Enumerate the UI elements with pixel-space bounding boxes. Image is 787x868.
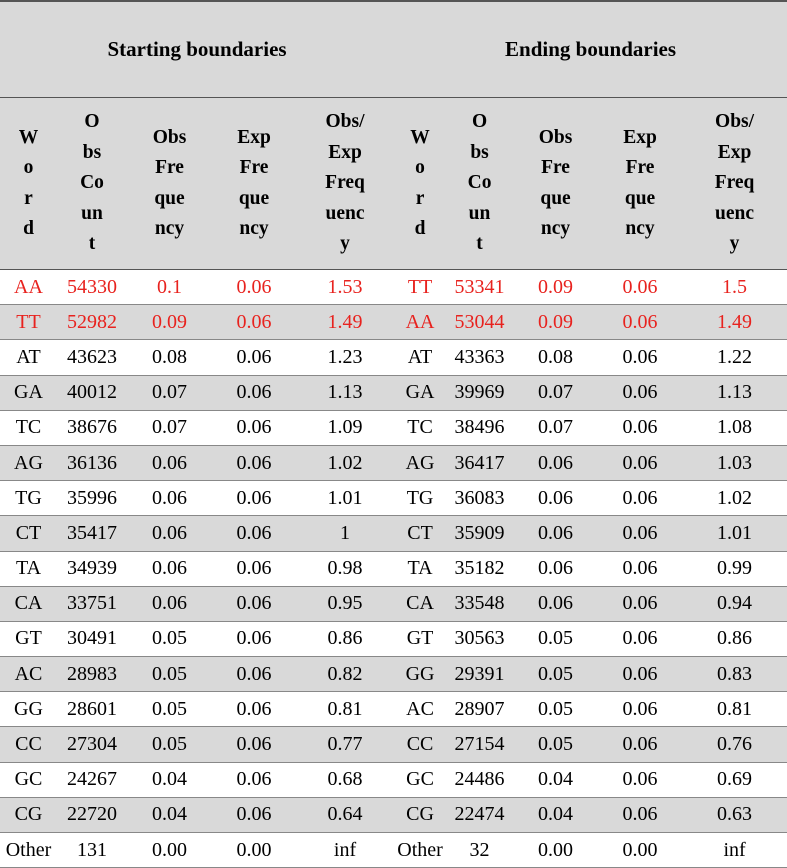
cell-end-word: GC — [394, 762, 446, 797]
cell-start-word: CA — [0, 586, 57, 621]
cell-end-word: GT — [394, 621, 446, 656]
table-row — [0, 797, 787, 832]
column-header-line: Fre — [625, 157, 655, 179]
cell-end-exp-frequency: 0.06 — [598, 516, 682, 551]
cell-end-obs-count: 53044 — [446, 305, 513, 340]
column-header-line: que — [238, 187, 270, 209]
cell-start-exp-frequency: 0.06 — [212, 657, 296, 692]
column-header-line: O — [84, 111, 100, 133]
column-header-start-obs-frequency — [127, 98, 212, 270]
cell-end-obs-frequency: 0.04 — [513, 762, 598, 797]
cell-start-obs-frequency: 0.08 — [127, 340, 212, 375]
cell-start-obs-count: 28983 — [57, 657, 127, 692]
table-row — [0, 516, 787, 551]
cell-start-word: TT — [0, 305, 57, 340]
column-header-line: que — [540, 187, 571, 209]
cell-end-word: AT — [394, 340, 446, 375]
cell-end-word: CC — [394, 727, 446, 762]
cell-start-obs-frequency: 0.06 — [127, 481, 212, 516]
column-header-line: Exp — [328, 141, 362, 163]
cell-start-word: AA — [0, 270, 57, 305]
cell-end-obs-frequency: 0.05 — [513, 727, 598, 762]
column-header-line: uenc — [715, 202, 755, 224]
column-header-line: Obs/ — [325, 111, 365, 133]
cell-start-obs-frequency: 0.1 — [127, 270, 212, 305]
cell-start-obs-count: 36136 — [57, 445, 127, 480]
column-header-line: o — [23, 157, 34, 179]
column-header-line: Fre — [239, 157, 269, 179]
table-row — [0, 340, 787, 375]
table-row — [0, 762, 787, 797]
cell-end-obs-exp-frequency: 1.22 — [682, 340, 787, 375]
table-row — [0, 692, 787, 727]
cell-end-obs-count: 53341 — [446, 270, 513, 305]
cell-end-obs-exp-frequency: 1.01 — [682, 516, 787, 551]
cell-end-word: AA — [394, 305, 446, 340]
cell-end-obs-exp-frequency: 1.5 — [682, 270, 787, 305]
cell-end-exp-frequency: 0.06 — [598, 727, 682, 762]
cell-end-obs-frequency: 0.08 — [513, 340, 598, 375]
cell-end-obs-count: 39969 — [446, 375, 513, 410]
cell-end-obs-exp-frequency: 1.03 — [682, 445, 787, 480]
table-row — [0, 410, 787, 445]
cell-end-obs-exp-frequency: 1.49 — [682, 305, 787, 340]
cell-start-word: GA — [0, 375, 57, 410]
cell-end-obs-frequency: 0.00 — [513, 833, 598, 868]
cell-start-exp-frequency: 0.06 — [212, 270, 296, 305]
cell-end-obs-count: 32 — [446, 833, 513, 868]
cell-end-obs-exp-frequency: 0.99 — [682, 551, 787, 586]
column-header-line: t — [476, 233, 483, 255]
cell-end-obs-frequency: 0.05 — [513, 621, 598, 656]
cell-end-word: TA — [394, 551, 446, 586]
cell-end-obs-exp-frequency: 0.81 — [682, 692, 787, 727]
cell-end-obs-count: 43363 — [446, 340, 513, 375]
column-header-start-obs-exp-frequency — [296, 98, 394, 270]
table-row — [0, 551, 787, 586]
column-header-line: Co — [467, 172, 492, 194]
cell-end-obs-count: 36417 — [446, 445, 513, 480]
cell-start-obs-count: 131 — [57, 833, 127, 868]
cell-start-word: GC — [0, 762, 57, 797]
cell-start-obs-exp-frequency: 1.23 — [296, 340, 394, 375]
cell-end-word: TG — [394, 481, 446, 516]
cell-start-exp-frequency: 0.06 — [212, 340, 296, 375]
cell-start-obs-frequency: 0.00 — [127, 833, 212, 868]
cell-end-word: CT — [394, 516, 446, 551]
column-header-row — [0, 98, 787, 270]
column-header-line: Co — [80, 172, 104, 194]
cell-start-word: AG — [0, 445, 57, 480]
cell-start-obs-count: 35417 — [57, 516, 127, 551]
column-header-line: W — [18, 126, 39, 148]
group-header-row — [0, 1, 787, 98]
cell-start-obs-exp-frequency: 0.77 — [296, 727, 394, 762]
cell-start-word: Other — [0, 833, 57, 868]
column-header-line: Fre — [541, 157, 570, 179]
cell-end-obs-exp-frequency: 1.08 — [682, 410, 787, 445]
starting-boundaries-header: Starting boundaries — [0, 1, 394, 98]
cell-end-exp-frequency: 0.00 — [598, 833, 682, 868]
column-header-line: ncy — [239, 217, 269, 239]
cell-start-obs-frequency: 0.09 — [127, 305, 212, 340]
cell-start-exp-frequency: 0.06 — [212, 551, 296, 586]
cell-start-word: CC — [0, 727, 57, 762]
column-header-line: W — [410, 126, 430, 148]
cell-start-exp-frequency: 0.00 — [212, 833, 296, 868]
cell-end-obs-frequency: 0.04 — [513, 797, 598, 832]
cell-start-obs-frequency: 0.05 — [127, 727, 212, 762]
cell-start-word: TC — [0, 410, 57, 445]
cell-end-word: AC — [394, 692, 446, 727]
cell-start-exp-frequency: 0.06 — [212, 621, 296, 656]
column-header-start-exp-frequency — [212, 98, 296, 270]
cell-end-exp-frequency: 0.06 — [598, 445, 682, 480]
cell-end-exp-frequency: 0.06 — [598, 270, 682, 305]
column-header-line: Freq — [714, 172, 755, 194]
cell-end-obs-count: 33548 — [446, 586, 513, 621]
cell-start-exp-frequency: 0.06 — [212, 410, 296, 445]
column-header-line: r — [415, 187, 425, 209]
cell-end-obs-frequency: 0.06 — [513, 516, 598, 551]
cell-end-obs-count: 35182 — [446, 551, 513, 586]
column-header-line: d — [414, 217, 426, 239]
cell-end-exp-frequency: 0.06 — [598, 551, 682, 586]
cell-start-word: AC — [0, 657, 57, 692]
table-row — [0, 481, 787, 516]
cell-end-obs-exp-frequency: 0.83 — [682, 657, 787, 692]
cell-end-exp-frequency: 0.06 — [598, 657, 682, 692]
cell-start-word: CG — [0, 797, 57, 832]
cell-start-obs-frequency: 0.05 — [127, 621, 212, 656]
cell-start-obs-frequency: 0.07 — [127, 375, 212, 410]
table-row — [0, 727, 787, 762]
cell-end-obs-frequency: 0.09 — [513, 305, 598, 340]
cell-end-exp-frequency: 0.06 — [598, 621, 682, 656]
cell-end-exp-frequency: 0.06 — [598, 375, 682, 410]
column-header-line: Exp — [623, 126, 657, 148]
table-row — [0, 657, 787, 692]
column-header-line: t — [88, 233, 96, 255]
cell-start-obs-exp-frequency: 1.53 — [296, 270, 394, 305]
cell-end-exp-frequency: 0.06 — [598, 586, 682, 621]
cell-start-word: TG — [0, 481, 57, 516]
table-row — [0, 270, 787, 305]
cell-end-obs-count: 38496 — [446, 410, 513, 445]
cell-start-obs-count: 24267 — [57, 762, 127, 797]
column-header-line: Exp — [237, 126, 271, 148]
column-header-end-exp-frequency — [598, 98, 682, 270]
column-header-end-word — [394, 98, 446, 270]
column-header-end-obs-frequency — [513, 98, 598, 270]
cell-start-obs-exp-frequency: 0.81 — [296, 692, 394, 727]
column-header-line: bs — [82, 141, 102, 163]
column-header-line: Fre — [155, 157, 184, 179]
cell-start-word: AT — [0, 340, 57, 375]
column-header-line: ncy — [154, 217, 185, 239]
cell-end-obs-frequency: 0.06 — [513, 481, 598, 516]
cell-end-obs-count: 24486 — [446, 762, 513, 797]
table-row — [0, 621, 787, 656]
column-header-line: Obs — [538, 126, 573, 148]
cell-start-exp-frequency: 0.06 — [212, 586, 296, 621]
cell-start-obs-exp-frequency: 1 — [296, 516, 394, 551]
cell-start-obs-count: 40012 — [57, 375, 127, 410]
column-header-line: uenc — [325, 202, 365, 224]
cell-start-obs-exp-frequency: 0.98 — [296, 551, 394, 586]
cell-end-obs-exp-frequency: 0.76 — [682, 727, 787, 762]
cell-end-obs-frequency: 0.05 — [513, 692, 598, 727]
cell-end-word: GA — [394, 375, 446, 410]
cell-start-exp-frequency: 0.06 — [212, 797, 296, 832]
cell-end-word: Other — [394, 833, 446, 868]
column-header-line: que — [624, 187, 656, 209]
cell-start-obs-count: 54330 — [57, 270, 127, 305]
cell-end-exp-frequency: 0.06 — [598, 481, 682, 516]
cell-start-obs-count: 34939 — [57, 551, 127, 586]
cell-end-obs-exp-frequency: 0.86 — [682, 621, 787, 656]
cell-end-obs-count: 36083 — [446, 481, 513, 516]
column-header-line: d — [23, 217, 34, 239]
column-header-line: Obs — [152, 126, 187, 148]
cell-start-word: TA — [0, 551, 57, 586]
ending-boundaries-header: Ending boundaries — [394, 1, 787, 98]
cell-start-obs-exp-frequency: 1.13 — [296, 375, 394, 410]
column-header-line: ncy — [540, 217, 571, 239]
cell-start-obs-exp-frequency: 0.86 — [296, 621, 394, 656]
cell-start-obs-frequency: 0.06 — [127, 445, 212, 480]
cell-start-exp-frequency: 0.06 — [212, 375, 296, 410]
cell-end-obs-count: 27154 — [446, 727, 513, 762]
column-header-line: y — [340, 233, 350, 255]
column-header-start-word — [0, 98, 57, 270]
cell-start-obs-frequency: 0.04 — [127, 762, 212, 797]
cell-end-exp-frequency: 0.06 — [598, 340, 682, 375]
cell-end-word: CG — [394, 797, 446, 832]
column-header-line: un — [468, 202, 491, 224]
cell-end-obs-exp-frequency: 1.13 — [682, 375, 787, 410]
cell-end-word: AG — [394, 445, 446, 480]
cell-end-exp-frequency: 0.06 — [598, 762, 682, 797]
cell-end-obs-frequency: 0.06 — [513, 551, 598, 586]
column-header-line: Freq — [325, 172, 365, 194]
cell-start-obs-exp-frequency: 0.64 — [296, 797, 394, 832]
cell-start-word: CT — [0, 516, 57, 551]
cell-start-obs-count: 43623 — [57, 340, 127, 375]
column-header-end-obs-exp-frequency — [682, 98, 787, 270]
cell-start-obs-exp-frequency: inf — [296, 833, 394, 868]
cell-start-obs-frequency: 0.06 — [127, 516, 212, 551]
cell-end-word: TT — [394, 270, 446, 305]
cell-start-exp-frequency: 0.06 — [212, 762, 296, 797]
table-row — [0, 375, 787, 410]
cell-start-obs-exp-frequency: 0.68 — [296, 762, 394, 797]
cell-start-obs-count: 27304 — [57, 727, 127, 762]
cell-start-exp-frequency: 0.06 — [212, 305, 296, 340]
cell-start-obs-count: 38676 — [57, 410, 127, 445]
cell-start-obs-count: 28601 — [57, 692, 127, 727]
cell-start-obs-exp-frequency: 1.02 — [296, 445, 394, 480]
cell-end-obs-exp-frequency: 0.69 — [682, 762, 787, 797]
table-row — [0, 586, 787, 621]
cell-start-obs-frequency: 0.06 — [127, 586, 212, 621]
cell-start-obs-count: 35996 — [57, 481, 127, 516]
cell-start-obs-exp-frequency: 1.09 — [296, 410, 394, 445]
cell-end-obs-frequency: 0.05 — [513, 657, 598, 692]
cell-end-exp-frequency: 0.06 — [598, 305, 682, 340]
table-row — [0, 833, 787, 868]
cell-end-obs-exp-frequency: 0.63 — [682, 797, 787, 832]
cell-start-obs-frequency: 0.04 — [127, 797, 212, 832]
column-header-end-obs-count — [446, 98, 513, 270]
column-header-line: Obs/ — [715, 111, 755, 133]
column-header-line: Exp — [717, 141, 752, 163]
cell-start-obs-frequency: 0.05 — [127, 692, 212, 727]
cell-start-exp-frequency: 0.06 — [212, 481, 296, 516]
cell-end-obs-count: 22474 — [446, 797, 513, 832]
cell-start-exp-frequency: 0.06 — [212, 692, 296, 727]
cell-end-exp-frequency: 0.06 — [598, 797, 682, 832]
cell-end-obs-frequency: 0.09 — [513, 270, 598, 305]
table-body — [0, 270, 787, 868]
column-header-line: r — [24, 187, 33, 209]
cell-end-exp-frequency: 0.06 — [598, 410, 682, 445]
cell-end-word: TC — [394, 410, 446, 445]
cell-start-obs-frequency: 0.06 — [127, 551, 212, 586]
cell-end-word: CA — [394, 586, 446, 621]
cell-end-obs-frequency: 0.07 — [513, 375, 598, 410]
cell-end-obs-frequency: 0.06 — [513, 445, 598, 480]
cell-end-obs-frequency: 0.07 — [513, 410, 598, 445]
table-row — [0, 305, 787, 340]
column-header-line: bs — [470, 141, 489, 163]
cell-start-obs-count: 22720 — [57, 797, 127, 832]
cell-start-obs-exp-frequency: 0.95 — [296, 586, 394, 621]
column-header-line: ncy — [625, 217, 655, 239]
cell-end-obs-count: 28907 — [446, 692, 513, 727]
table-row — [0, 445, 787, 480]
cell-end-obs-count: 30563 — [446, 621, 513, 656]
cell-end-obs-count: 29391 — [446, 657, 513, 692]
column-header-start-obs-count — [57, 98, 127, 270]
cell-start-obs-frequency: 0.05 — [127, 657, 212, 692]
column-header-line: que — [154, 187, 185, 209]
column-header-line: O — [471, 111, 488, 133]
cell-start-exp-frequency: 0.06 — [212, 516, 296, 551]
cell-start-obs-exp-frequency: 1.01 — [296, 481, 394, 516]
cell-start-obs-count: 33751 — [57, 586, 127, 621]
cell-end-obs-count: 35909 — [446, 516, 513, 551]
cell-end-obs-exp-frequency: 1.02 — [682, 481, 787, 516]
cell-start-word: GG — [0, 692, 57, 727]
cell-start-obs-exp-frequency: 0.82 — [296, 657, 394, 692]
cell-start-exp-frequency: 0.06 — [212, 727, 296, 762]
cell-end-obs-frequency: 0.06 — [513, 586, 598, 621]
cell-start-obs-frequency: 0.07 — [127, 410, 212, 445]
cell-start-obs-exp-frequency: 1.49 — [296, 305, 394, 340]
column-header-line: y — [729, 233, 740, 255]
cell-start-obs-count: 52982 — [57, 305, 127, 340]
cell-end-exp-frequency: 0.06 — [598, 692, 682, 727]
cell-start-obs-count: 30491 — [57, 621, 127, 656]
cell-end-obs-exp-frequency: inf — [682, 833, 787, 868]
cell-end-word: GG — [394, 657, 446, 692]
cell-start-exp-frequency: 0.06 — [212, 445, 296, 480]
column-header-line: o — [415, 157, 425, 179]
column-header-line: un — [81, 202, 103, 224]
cell-end-obs-exp-frequency: 0.94 — [682, 586, 787, 621]
cell-start-word: GT — [0, 621, 57, 656]
